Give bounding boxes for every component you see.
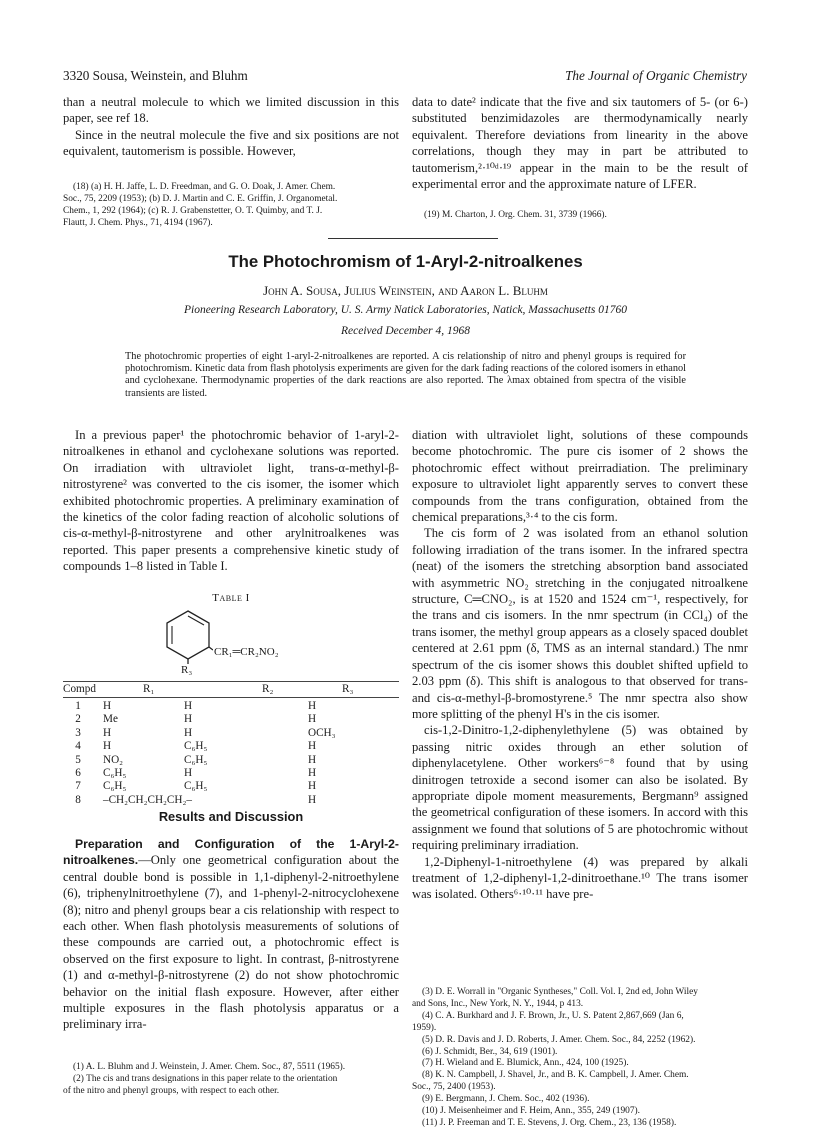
right-paragraph-1: diation with ultraviolet light, solutions of these compounds become photochromic. The pure cis isomer of 2 shows the photochromic effect without preirradiation. The preliminary exposure to ultraviolet light apparently serves to convert these compounds from the trans configuration, obtained from the chemical preparations,³·⁴ to the cis form. xyxy=(412,428,748,525)
preparation-heading: Preparation and Configuration of the 1-Aryl-2-nitroalkenes. xyxy=(63,837,399,868)
structure-substituent-label: CR₁═CR₂NO₂ xyxy=(214,646,279,658)
table-row: 7 C₆H₅ C₆H₅ H xyxy=(75,780,317,793)
footnote-line: Soc., 75, 2400 (1953). xyxy=(412,1082,496,1093)
top-left-text xyxy=(63,94,399,160)
article-title: The Photochromism of 1-Aryl-2-nitroalkenes xyxy=(228,252,583,271)
running-header-right: The Journal of Organic Chemistry xyxy=(565,68,747,83)
footnote-19 xyxy=(424,210,748,222)
footnote-line: (2) The cis and trans designations in this paper relate to the orientation xyxy=(73,1073,338,1084)
benzene-ring-structure xyxy=(163,608,213,664)
table-header-r3: R₃ xyxy=(342,683,354,695)
table-header-row xyxy=(63,683,399,696)
preparation-paragraph xyxy=(63,836,399,1033)
table-header-r1: R₁ xyxy=(143,683,155,695)
footnote-line: Soc., 75, 2209 (1953); (b) D. J. Martin and C. E. Griffin, J. Organometal. xyxy=(63,193,338,204)
preparation-text: —Only one geometrical configuration about the central double bond is possible in 1,1-diphenyl-2-nitroethylene (6), triphenylnitroethylene (7), and 1-phenyl-2-nitrocyclohexene (8); nitro and phenyl groups bear a cis relationship with respect to each other. When flash photolysis measurements of solutions of these compounds are carried out, a photochromic effect is observed on the first exposure to light. In contrast, β-nitrostyrene (1) and α-methyl-β-nitrostyrene (2) do not show photochromic behavior on the initial flash exposure. However, after either multiple exposures in the flash photolysis apparatus or a preliminary irra- xyxy=(63,853,399,1032)
preparation-section xyxy=(63,836,399,1033)
footnote-line: 1959). xyxy=(412,1022,437,1033)
top-left-paragraph-2: Since in the neutral molecule the five and six positions are not equivalent, tautomerism is possible. However, xyxy=(63,127,399,159)
table-row: 3 H H OCH₃ xyxy=(75,726,336,739)
article-received: Received December 4, 1968 xyxy=(341,325,470,337)
footnote-line: (6) J. Schmidt, Ber., 34, 619 (1901). xyxy=(422,1046,558,1057)
table-i-body xyxy=(63,700,399,807)
article-abstract: The photochromic properties of eight 1-aryl-2-nitroalkenes are reported. A cis relationship of nitro and phenyl groups is required for photochromism. Kinetic data from flash photolysis experiments are given for the dark fading reactions of the colored isomers in ethanol and cyclohexane. Thermodynamic properties of the dark reactions are also reported. The λmax obtained from spectra of the visible transients are listed. xyxy=(125,351,686,399)
introduction xyxy=(63,427,399,575)
footnote-line: and Sons, Inc., New York, N. Y., 1944, p 413. xyxy=(412,998,584,1009)
top-right-paragraph: data to date² indicate that the five and six tautomers of 5- (or 6-) substituted benzimidazoles are thermodynamically nearly equivalent. Therefore deviations from linearity in the above correlations, though they may in part be attributed to tautomerism,²·¹⁰ᵈ·¹⁹ appear in the main to be the result of experimental error and the approximate nature of LFER. xyxy=(412,95,748,192)
footnote-line: (19) M. Charton, J. Org. Chem. 31, 3739 (1966). xyxy=(424,210,607,220)
footnote-18 xyxy=(63,182,399,230)
running-header-left: 3320 Sousa, Weinstein, and Bluhm xyxy=(63,68,248,83)
footnote-line: (3) D. E. Worrall in "Organic Syntheses," Coll. Vol. I, 2nd ed, John Wiley xyxy=(422,987,698,997)
table-header-r2: R₂ xyxy=(262,683,274,695)
top-left-paragraph-1: than a neutral molecule to which we limited discussion in this paper, see ref 18. xyxy=(63,95,399,126)
right-footnotes xyxy=(412,987,748,1130)
table-row: 5 NO₂ C₆H₅ H xyxy=(75,753,317,766)
right-paragraph-2: The cis form of 2 was isolated from an ethanol solution following irradiation of the trans isomer. In the infrared spectra (neat) of the isomers the stretching absorption band associated with asymmetric NO₂ stretching in the conjugated nitroalkene structure, C═CNO₂, is at 1520 and 1524 cm⁻¹, respectively, for the trans and cis isomers. In the nmr spectrum (in CCl₄) of the trans isomer, the methyl group appears as a closely spaced doublet centered at 2.61 ppm (δ, TMS as an internal standard.) The nmr spectrum of the cis isomer shows this doublet shifted upfield to 2.03 ppm (δ). This shift is analogous to that observed for trans- and cis-α-methyl-β-bromostyrene.⁵ The nmr spectra also show more splitting of the phenyl H's in the cis isomer. xyxy=(412,526,748,721)
right-column xyxy=(412,427,748,903)
top-right-text xyxy=(412,94,748,192)
table-header-compd: Compd xyxy=(63,683,96,695)
footnote-line: (4) C. A. Burkhard and J. F. Brown, Jr., U. S. Patent 2,867,669 (Jan 6, xyxy=(422,1010,684,1021)
structure-r3-label: R₃ xyxy=(181,664,193,676)
table-row: 1 H H H xyxy=(75,700,317,712)
footnote-line: Chem., 1, 292 (1964); (c) R. J. Grabenstetter, O. T. Quimby, and T. J. xyxy=(63,205,323,216)
table-row: 6 C₆H₅ H H xyxy=(75,767,317,780)
right-paragraph-4: 1,2-Diphenyl-1-nitroethylene (4) was prepared by alkali treatment of 1,2-diphenyl-1,2-dinitroethane.¹⁰ The trans isomer was isolated. Others⁶·¹⁰·¹¹ have pre- xyxy=(412,854,748,902)
table-top-rule xyxy=(63,681,399,682)
footnote-line: of the nitro and phenyl groups, with respect to each other. xyxy=(63,1085,280,1096)
section-divider xyxy=(328,238,498,239)
article-affiliation: Pioneering Research Laboratory, U. S. Army Natick Laboratories, Natick, Massachusetts 01760 xyxy=(183,304,628,316)
table-caption: Table I xyxy=(212,592,250,604)
left-footnotes xyxy=(63,1062,399,1098)
footnote-line: (11) J. P. Freeman and T. E. Stevens, J. Org. Chem., 23, 136 (1958). xyxy=(422,1117,677,1128)
table-i xyxy=(63,683,399,696)
footnote-line: Flautt, J. Chem. Phys., 71, 4194 (1967). xyxy=(63,217,213,228)
footnote-line: (7) H. Wieland and E. Blumick, Ann., 424, 100 (1925). xyxy=(422,1058,629,1069)
footnote-line: (10) J. Meisenheimer and F. Heim, Ann., 355, 249 (1907). xyxy=(422,1106,640,1117)
right-paragraph-3: cis-1,2-Dinitro-1,2-diphenylethylene (5) was obtained by passing nitric oxides through an ether solution of diphenylacetylene. Other workers⁶⁻⁸ found that by using dinitrogen tetroxide a second isomer can also be isolated. By appropriate dipole moment measurements, Bergmann⁹ assigned the geometrical configuration of these isomers. In accord with this assignment we found that solutions of 5 are photochromic without requiring preliminary irradiation. xyxy=(412,723,748,853)
footnote-line: (18) (a) H. H. Jaffe, L. D. Freedman, and G. O. Doak, J. Amer. Chem. xyxy=(73,182,336,192)
footnote-line: (8) K. N. Campbell, J. Shavel, Jr., and B. K. Campbell, J. Amer. Chem. xyxy=(422,1070,689,1081)
article-authors: John A. Sousa, Julius Weinstein, and Aaron L. Bluhm xyxy=(263,283,548,298)
footnote-line: (5) D. R. Davis and J. D. Roberts, J. Amer. Chem. Soc., 84, 2252 (1962). xyxy=(422,1034,696,1045)
table-row: 4 H C₆H₅ H xyxy=(75,740,317,753)
footnote-line: (1) A. L. Bluhm and J. Weinstein, J. Amer. Chem. Soc., 87, 5511 (1965). xyxy=(73,1062,346,1072)
table-row: 8 –CH₂CH₂CH₂CH₂– H xyxy=(75,793,317,806)
footnote-line: (9) E. Bergmann, J. Chem. Soc., 402 (1936). xyxy=(422,1094,590,1105)
results-heading: Results and Discussion xyxy=(158,809,304,824)
table-header-rule xyxy=(63,697,399,698)
intro-paragraph: In a previous paper¹ the photochromic behavior of 1-aryl-2-nitroalkenes in ethanol and cyclohexane solutions was reported. On irradiation with ultraviolet light, trans-α-methyl-β-nitrostyrene² was converted to the cis isomer, the isomer which exhibited photochromic properties. A preliminary examination of the kinetics of the color fading reaction of alcoholic solutions of cis-α-methyl-β-nitrostyrene and other arylnitroalkenes was reported. This paper presents a comprehensive kinetic study of compounds 1–8 listed in Table I. xyxy=(63,428,399,574)
table-row: 2 Me H H xyxy=(75,713,317,726)
